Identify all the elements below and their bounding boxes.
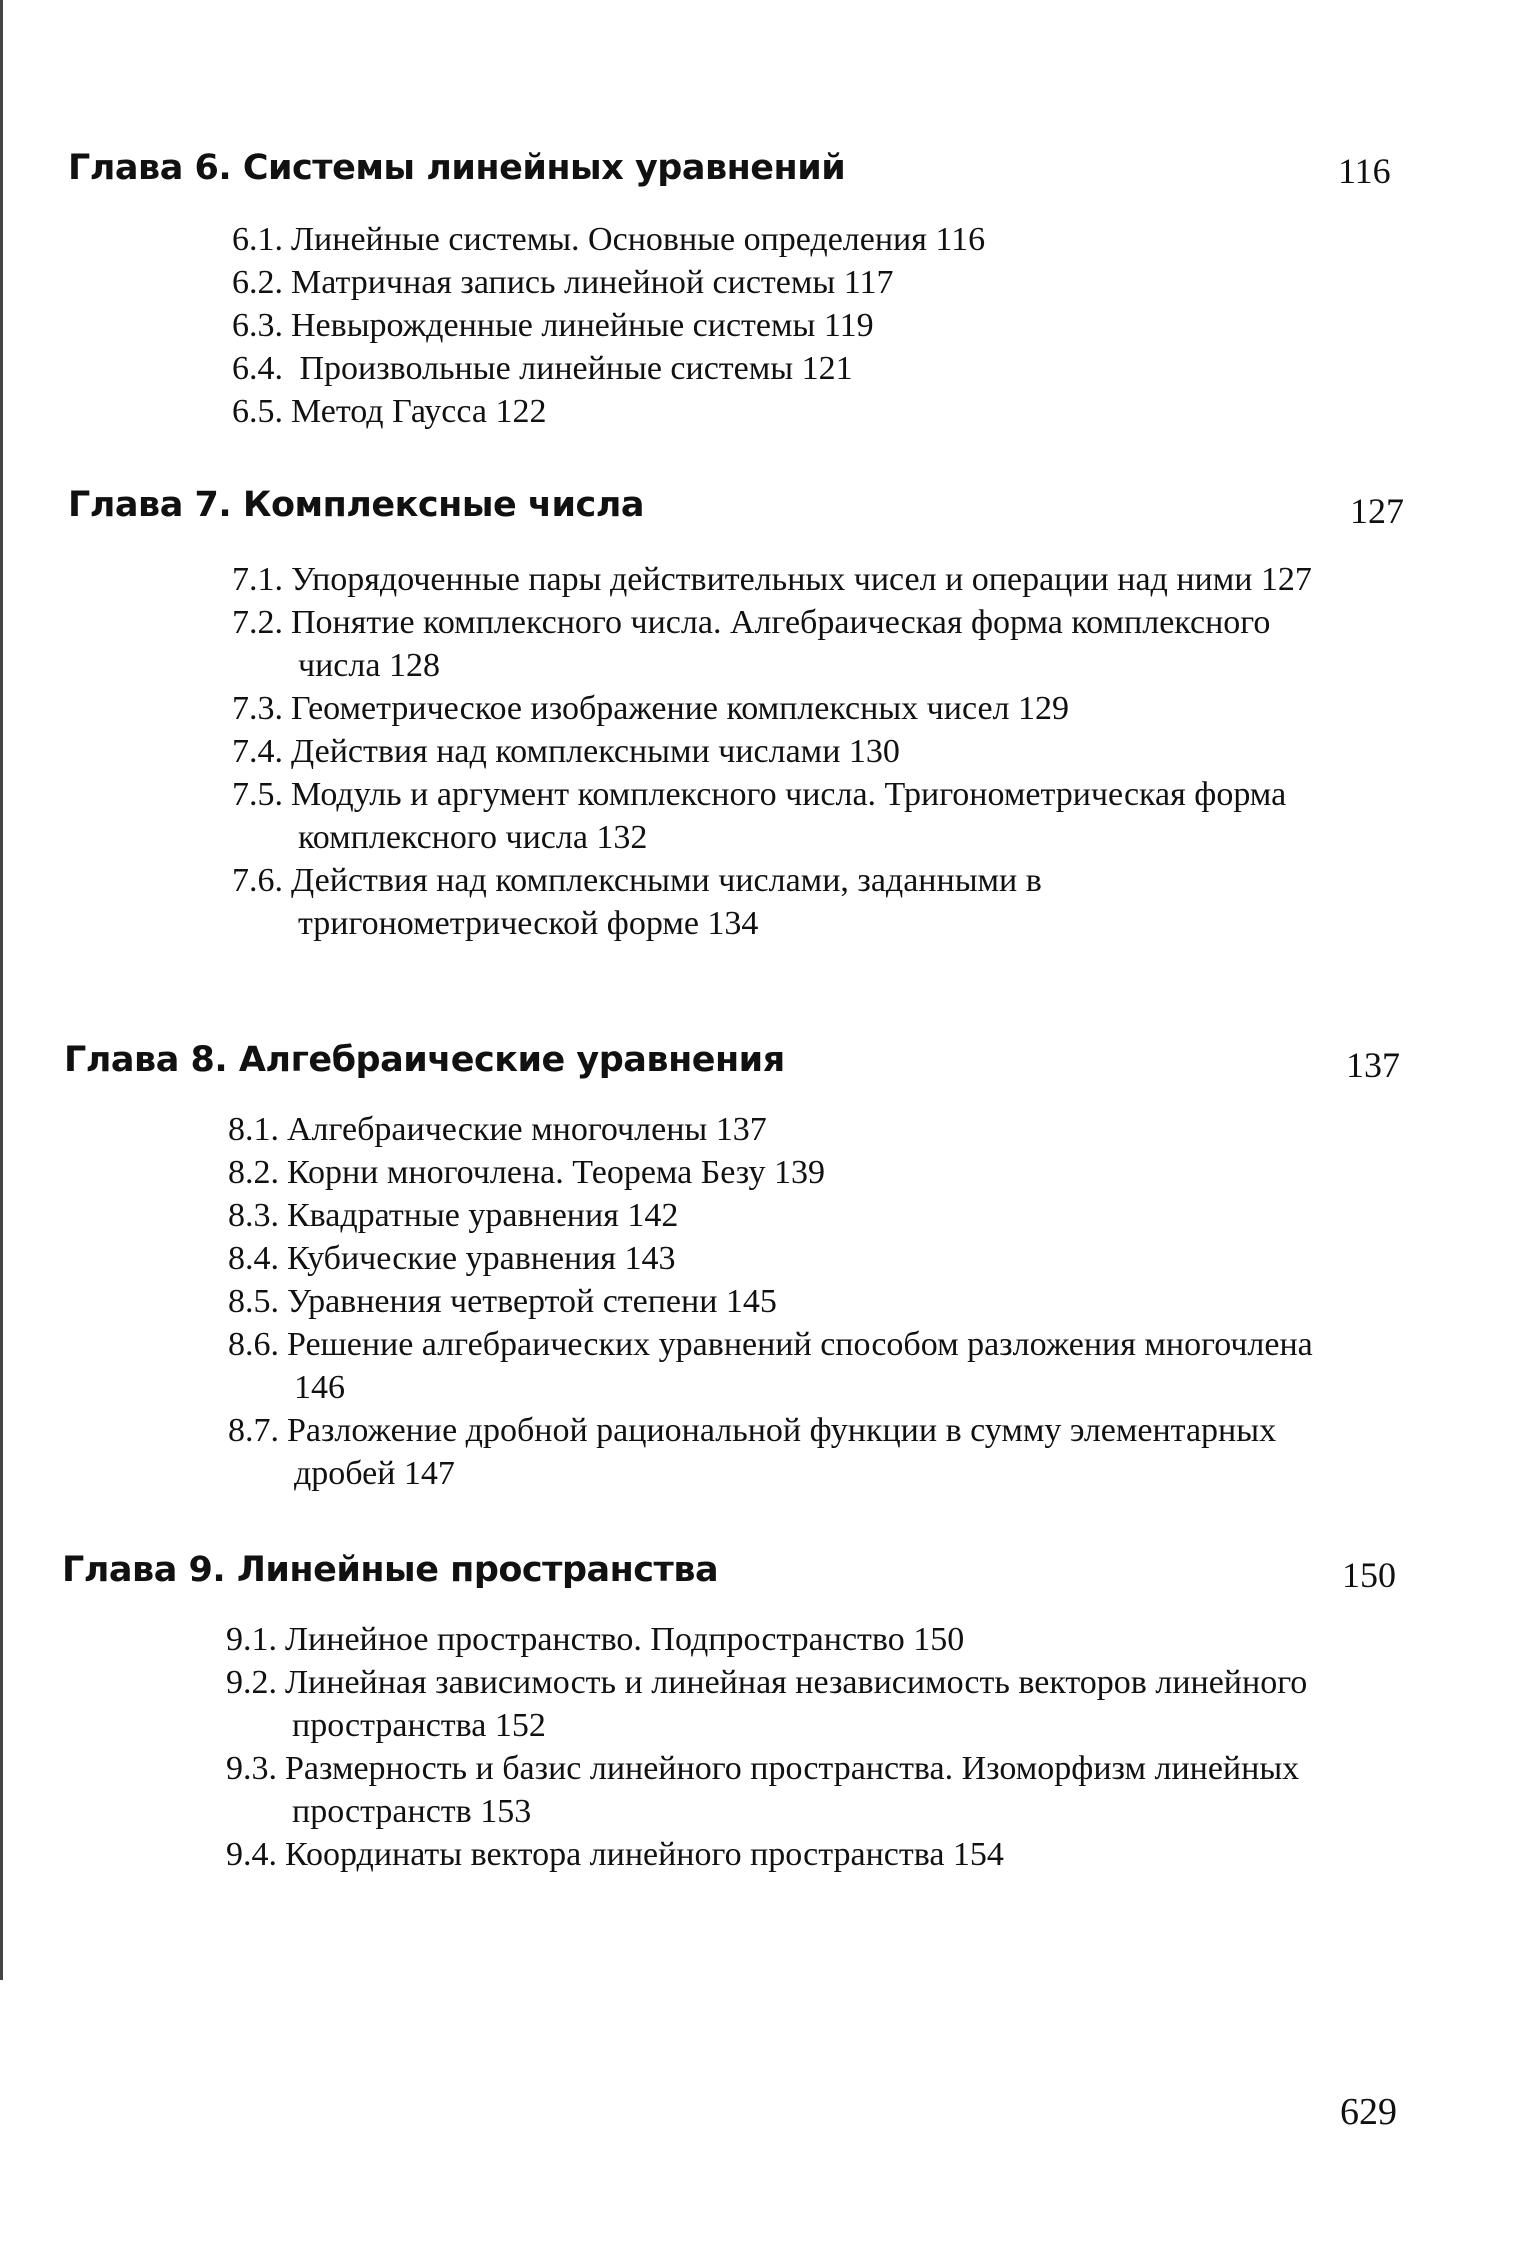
- section-list: [232, 558, 1332, 945]
- section-item: [228, 1108, 1328, 1151]
- section-number: 6.1.: [232, 221, 283, 258]
- section-number: 7.5.: [232, 776, 283, 813]
- section-number: 9.1.: [226, 1621, 277, 1658]
- section-item: [232, 730, 1332, 773]
- section-number: 9.2.: [226, 1664, 277, 1701]
- section-text: Разложение дробной рациональной функции в сумму элементарных дробей 147: [287, 1412, 1277, 1492]
- section-number: 9.4.: [226, 1836, 277, 1873]
- section-number: 7.1.: [232, 561, 283, 598]
- section-number: 7.3.: [232, 690, 283, 727]
- page-number: 629: [1340, 2091, 1397, 2133]
- section-item: [228, 1237, 1328, 1280]
- section-number: 8.4.: [228, 1240, 279, 1277]
- section-item: [226, 1833, 1326, 1876]
- section-number: 6.3.: [232, 307, 283, 344]
- section-item: [232, 304, 1332, 347]
- section-text: Линейное пространство. Подпространство 150: [285, 1621, 965, 1658]
- section-text: Метод Гаусса 122: [291, 393, 547, 430]
- section-text: Понятие комплексного числа. Алгебраическая форма комплексного числа 128: [291, 604, 1271, 684]
- section-number: 7.6.: [232, 862, 283, 899]
- chapter-title: Глава 7. Комплексные числа: [68, 485, 644, 525]
- section-text: Уравнения четвертой степени 145: [287, 1283, 777, 1320]
- section-item: [232, 390, 1332, 433]
- section-item: [232, 687, 1332, 730]
- section-number: 7.2.: [232, 604, 283, 641]
- chapter-title: Глава 9. Линейные пространства: [62, 1550, 719, 1590]
- chapter-page: 137: [1346, 1045, 1400, 1085]
- chapter-page: 150: [1342, 1555, 1396, 1595]
- section-item: [232, 218, 1332, 261]
- section-number: 8.5.: [228, 1283, 279, 1320]
- chapter-page: 127: [1350, 491, 1404, 531]
- section-number: 8.3.: [228, 1197, 279, 1234]
- section-number: 7.4.: [232, 733, 283, 770]
- section-number: 6.2.: [232, 264, 283, 301]
- section-item: [226, 1661, 1326, 1747]
- chapter-page: 116: [1338, 151, 1391, 191]
- section-item: [232, 773, 1332, 859]
- section-text: Невырожденные линейные системы 119: [291, 307, 874, 344]
- section-text: Координаты вектора линейного пространства 154: [285, 1836, 1004, 1873]
- section-number: 6.4.: [232, 350, 283, 387]
- section-item: [232, 859, 1332, 945]
- section-item: [228, 1151, 1328, 1194]
- section-item: [232, 347, 1332, 390]
- section-text: Кубические уравнения 143: [287, 1240, 676, 1277]
- section-text: Алгебраические многочлены 137: [287, 1111, 767, 1148]
- section-text: Корни многочлена. Теорема Безу 139: [287, 1154, 826, 1191]
- section-item: [228, 1194, 1328, 1237]
- section-text: Упорядоченные пары действительных чисел и операции над ними 127: [291, 561, 1312, 598]
- section-text: Геометрическое изображение комплексных чисел 129: [291, 690, 1070, 727]
- page-left-edge: [0, 0, 3, 1980]
- chapter-title: Глава 6. Системы линейных уравнений: [68, 148, 846, 188]
- chapter-title: Глава 8. Алгебраические уравнения: [64, 1040, 785, 1080]
- section-text: Действия над комплексными числами 130: [291, 733, 900, 770]
- section-item: [232, 261, 1332, 304]
- section-text: Квадратные уравнения 142: [287, 1197, 679, 1234]
- section-item: [226, 1747, 1326, 1833]
- section-text: Модуль и аргумент комплексного числа. Тригонометрическая форма комплексного числа 132: [291, 776, 1287, 856]
- section-text: Размерность и базис линейного пространства. Изоморфизм линейных пространств 153: [285, 1750, 1300, 1830]
- section-list: [228, 1108, 1328, 1495]
- section-item: [228, 1280, 1328, 1323]
- section-text: Линейные системы. Основные определения 116: [291, 221, 986, 258]
- section-item: [228, 1323, 1328, 1409]
- section-item: [226, 1618, 1326, 1661]
- section-item: [232, 601, 1332, 687]
- section-text: Линейная зависимость и линейная независимость векторов линейного пространства 152: [285, 1664, 1308, 1744]
- section-number: 9.3.: [226, 1750, 277, 1787]
- section-number: 8.2.: [228, 1154, 279, 1191]
- section-item: [228, 1409, 1328, 1495]
- section-text: Действия над комплексными числами, заданными в тригонометрической форме 134: [291, 862, 1042, 942]
- section-number: 8.1.: [228, 1111, 279, 1148]
- section-number: 8.6.: [228, 1326, 279, 1363]
- section-text: Решение алгебраических уравнений способом разложения многочлена 146: [287, 1326, 1313, 1406]
- section-text: Матричная запись линейной системы 117: [291, 264, 894, 301]
- section-list: [232, 218, 1332, 433]
- section-number: 6.5.: [232, 393, 283, 430]
- section-text: Произвольные линейные системы 121: [291, 350, 853, 387]
- section-list: [226, 1618, 1326, 1876]
- section-item: [232, 558, 1332, 601]
- section-number: 8.7.: [228, 1412, 279, 1449]
